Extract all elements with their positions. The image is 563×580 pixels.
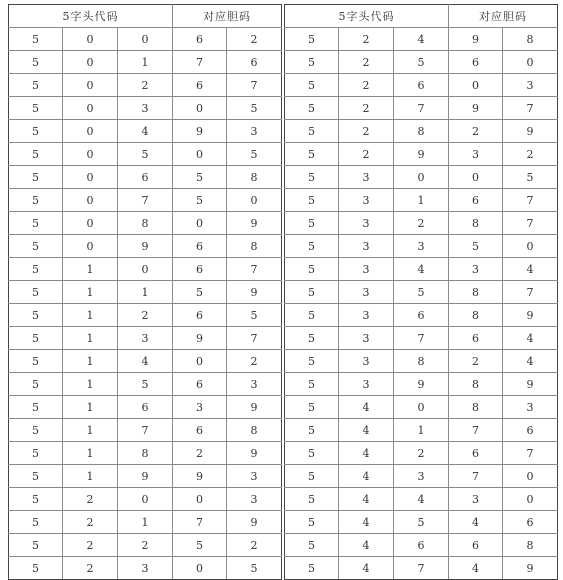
prefix-digit-cell: 0 xyxy=(63,189,118,212)
prefix-digit-cell: 5 xyxy=(9,557,63,580)
bravery-digit-cell: 0 xyxy=(503,51,558,74)
prefix-digit-cell: 1 xyxy=(63,465,118,488)
prefix-digit-cell: 4 xyxy=(394,488,449,511)
prefix-digit-cell: 2 xyxy=(339,74,394,97)
prefix-digit-cell: 5 xyxy=(9,235,63,258)
bravery-digit-cell: 7 xyxy=(503,189,558,212)
prefix-digit-cell: 5 xyxy=(285,166,339,189)
bravery-digit-cell: 6 xyxy=(449,442,503,465)
bravery-digit-cell: 8 xyxy=(449,373,503,396)
table-row xyxy=(9,557,282,580)
table-row xyxy=(9,28,282,51)
bravery-digit-cell: 6 xyxy=(173,235,227,258)
prefix-digit-cell: 4 xyxy=(339,442,394,465)
table-row xyxy=(9,534,282,557)
prefix-digit-cell: 1 xyxy=(118,281,173,304)
prefix-digit-cell: 1 xyxy=(118,51,173,74)
prefix-digit-cell: 3 xyxy=(394,235,449,258)
table-row xyxy=(9,419,282,442)
table-row xyxy=(9,442,282,465)
prefix-digit-cell: 5 xyxy=(394,281,449,304)
prefix-digit-cell: 4 xyxy=(339,534,394,557)
prefix-digit-cell: 5 xyxy=(9,281,63,304)
table-row xyxy=(285,419,558,442)
table-row xyxy=(9,350,282,373)
prefix-digit-cell: 0 xyxy=(63,212,118,235)
prefix-digit-cell: 0 xyxy=(394,396,449,419)
bravery-digit-cell: 2 xyxy=(173,442,227,465)
prefix-digit-cell: 9 xyxy=(118,235,173,258)
prefix-digit-cell: 7 xyxy=(394,97,449,120)
table-body-left xyxy=(9,28,282,580)
prefix-digit-cell: 0 xyxy=(63,143,118,166)
bravery-digit-cell: 4 xyxy=(503,350,558,373)
bravery-digit-cell: 7 xyxy=(503,281,558,304)
prefix-digit-cell: 5 xyxy=(9,166,63,189)
prefix-digit-cell: 0 xyxy=(118,258,173,281)
prefix-digit-cell: 5 xyxy=(9,97,63,120)
prefix-digit-cell: 3 xyxy=(394,465,449,488)
bravery-digit-cell: 2 xyxy=(503,143,558,166)
prefix-digit-cell: 5 xyxy=(285,350,339,373)
prefix-digit-cell: 2 xyxy=(118,304,173,327)
code-table-right xyxy=(284,4,558,580)
bravery-digit-cell: 3 xyxy=(449,488,503,511)
prefix-digit-cell: 3 xyxy=(339,258,394,281)
bravery-digit-cell: 6 xyxy=(449,189,503,212)
table-row xyxy=(9,511,282,534)
bravery-digit-cell: 5 xyxy=(227,97,282,120)
table-row xyxy=(9,465,282,488)
prefix-digit-cell: 2 xyxy=(394,442,449,465)
bravery-digit-cell: 5 xyxy=(227,557,282,580)
prefix-digit-cell: 1 xyxy=(118,511,173,534)
prefix-digit-cell: 5 xyxy=(9,212,63,235)
bravery-digit-cell: 6 xyxy=(173,258,227,281)
bravery-digit-cell: 8 xyxy=(503,28,558,51)
prefix-digit-cell: 1 xyxy=(63,373,118,396)
prefix-digit-cell: 5 xyxy=(9,327,63,350)
code-table-left xyxy=(8,4,282,580)
prefix-digit-cell: 5 xyxy=(285,373,339,396)
prefix-digit-cell: 2 xyxy=(394,212,449,235)
prefix-digit-cell: 7 xyxy=(118,419,173,442)
table-row xyxy=(9,189,282,212)
prefix-digit-cell: 7 xyxy=(118,189,173,212)
prefix-digit-cell: 5 xyxy=(285,557,339,580)
bravery-digit-cell: 3 xyxy=(227,465,282,488)
bravery-digit-cell: 9 xyxy=(227,281,282,304)
bravery-digit-cell: 5 xyxy=(173,166,227,189)
prefix-digit-cell: 1 xyxy=(63,350,118,373)
bravery-digit-cell: 6 xyxy=(173,28,227,51)
table-row xyxy=(9,74,282,97)
prefix-digit-cell: 3 xyxy=(339,166,394,189)
prefix-digit-cell: 8 xyxy=(394,350,449,373)
bravery-digit-cell: 9 xyxy=(227,511,282,534)
prefix-digit-cell: 4 xyxy=(339,488,394,511)
bravery-digit-cell: 9 xyxy=(503,120,558,143)
prefix-digit-cell: 3 xyxy=(118,327,173,350)
prefix-digit-cell: 2 xyxy=(339,143,394,166)
table-row xyxy=(9,396,282,419)
prefix-digit-cell: 5 xyxy=(285,281,339,304)
header-prefix-code: 5字头代码 xyxy=(9,5,173,28)
prefix-digit-cell: 0 xyxy=(118,488,173,511)
bravery-digit-cell: 7 xyxy=(449,419,503,442)
bravery-digit-cell: 7 xyxy=(227,327,282,350)
table-row xyxy=(9,143,282,166)
prefix-digit-cell: 5 xyxy=(9,74,63,97)
bravery-digit-cell: 6 xyxy=(227,51,282,74)
table-row xyxy=(285,189,558,212)
table-row xyxy=(285,442,558,465)
bravery-digit-cell: 3 xyxy=(227,120,282,143)
bravery-digit-cell: 6 xyxy=(503,419,558,442)
prefix-digit-cell: 5 xyxy=(285,74,339,97)
bravery-digit-cell: 0 xyxy=(227,189,282,212)
table-row xyxy=(9,258,282,281)
table-row xyxy=(285,235,558,258)
bravery-digit-cell: 0 xyxy=(173,212,227,235)
prefix-digit-cell: 2 xyxy=(339,51,394,74)
prefix-digit-cell: 5 xyxy=(285,534,339,557)
prefix-digit-cell: 5 xyxy=(9,511,63,534)
table-row xyxy=(285,97,558,120)
table-row xyxy=(285,166,558,189)
bravery-digit-cell: 7 xyxy=(503,212,558,235)
prefix-digit-cell: 7 xyxy=(394,557,449,580)
table-row xyxy=(9,166,282,189)
bravery-digit-cell: 6 xyxy=(449,327,503,350)
table-body-right xyxy=(285,28,558,580)
prefix-digit-cell: 5 xyxy=(285,419,339,442)
prefix-digit-cell: 5 xyxy=(9,51,63,74)
bravery-digit-cell: 7 xyxy=(503,442,558,465)
bravery-digit-cell: 3 xyxy=(173,396,227,419)
bravery-digit-cell: 5 xyxy=(173,189,227,212)
prefix-digit-cell: 7 xyxy=(394,327,449,350)
prefix-digit-cell: 1 xyxy=(63,327,118,350)
bravery-digit-cell: 3 xyxy=(503,74,558,97)
bravery-digit-cell: 8 xyxy=(227,419,282,442)
prefix-digit-cell: 5 xyxy=(285,97,339,120)
prefix-digit-cell: 6 xyxy=(118,166,173,189)
prefix-digit-cell: 1 xyxy=(63,281,118,304)
prefix-digit-cell: 2 xyxy=(339,120,394,143)
prefix-digit-cell: 4 xyxy=(339,511,394,534)
bravery-digit-cell: 7 xyxy=(173,51,227,74)
prefix-digit-cell: 3 xyxy=(339,189,394,212)
prefix-digit-cell: 1 xyxy=(63,304,118,327)
bravery-digit-cell: 6 xyxy=(173,419,227,442)
prefix-digit-cell: 5 xyxy=(9,189,63,212)
prefix-digit-cell: 4 xyxy=(339,557,394,580)
prefix-digit-cell: 0 xyxy=(118,28,173,51)
prefix-digit-cell: 5 xyxy=(9,534,63,557)
bravery-digit-cell: 6 xyxy=(173,373,227,396)
prefix-digit-cell: 5 xyxy=(285,28,339,51)
bravery-digit-cell: 4 xyxy=(503,258,558,281)
table-header-row xyxy=(9,5,282,28)
prefix-digit-cell: 1 xyxy=(394,419,449,442)
prefix-digit-cell: 5 xyxy=(285,511,339,534)
bravery-digit-cell: 2 xyxy=(449,120,503,143)
prefix-digit-cell: 0 xyxy=(63,235,118,258)
prefix-digit-cell: 4 xyxy=(339,419,394,442)
code-table-container xyxy=(8,4,558,575)
prefix-digit-cell: 3 xyxy=(118,557,173,580)
bravery-digit-cell: 0 xyxy=(173,557,227,580)
prefix-digit-cell: 0 xyxy=(63,97,118,120)
prefix-digit-cell: 0 xyxy=(63,166,118,189)
prefix-digit-cell: 4 xyxy=(118,350,173,373)
prefix-digit-cell: 9 xyxy=(394,143,449,166)
bravery-digit-cell: 2 xyxy=(227,350,282,373)
bravery-digit-cell: 2 xyxy=(227,534,282,557)
table-row xyxy=(285,350,558,373)
bravery-digit-cell: 2 xyxy=(449,350,503,373)
table-row xyxy=(285,304,558,327)
prefix-digit-cell: 9 xyxy=(118,465,173,488)
bravery-digit-cell: 9 xyxy=(503,373,558,396)
prefix-digit-cell: 3 xyxy=(339,304,394,327)
table-row xyxy=(285,534,558,557)
bravery-digit-cell: 8 xyxy=(449,212,503,235)
table-row xyxy=(285,465,558,488)
table-row xyxy=(285,143,558,166)
prefix-digit-cell: 5 xyxy=(285,143,339,166)
bravery-digit-cell: 3 xyxy=(227,373,282,396)
prefix-digit-cell: 5 xyxy=(9,396,63,419)
prefix-digit-cell: 5 xyxy=(285,51,339,74)
bravery-digit-cell: 3 xyxy=(227,488,282,511)
prefix-digit-cell: 3 xyxy=(339,235,394,258)
table-row xyxy=(285,557,558,580)
prefix-digit-cell: 1 xyxy=(63,442,118,465)
prefix-digit-cell: 5 xyxy=(9,120,63,143)
prefix-digit-cell: 3 xyxy=(339,350,394,373)
table-row xyxy=(9,373,282,396)
prefix-digit-cell: 5 xyxy=(9,488,63,511)
table-row xyxy=(9,51,282,74)
header-prefix-code: 5字头代码 xyxy=(285,5,449,28)
bravery-digit-cell: 9 xyxy=(173,120,227,143)
bravery-digit-cell: 0 xyxy=(449,74,503,97)
table-row xyxy=(285,511,558,534)
prefix-digit-cell: 4 xyxy=(118,120,173,143)
bravery-digit-cell: 9 xyxy=(227,442,282,465)
bravery-digit-cell: 0 xyxy=(173,488,227,511)
prefix-digit-cell: 1 xyxy=(394,189,449,212)
prefix-digit-cell: 5 xyxy=(9,304,63,327)
prefix-digit-cell: 5 xyxy=(285,442,339,465)
bravery-digit-cell: 7 xyxy=(173,511,227,534)
bravery-digit-cell: 8 xyxy=(449,396,503,419)
prefix-digit-cell: 5 xyxy=(9,373,63,396)
prefix-digit-cell: 5 xyxy=(9,442,63,465)
bravery-digit-cell: 6 xyxy=(449,534,503,557)
prefix-digit-cell: 8 xyxy=(118,442,173,465)
prefix-digit-cell: 5 xyxy=(285,235,339,258)
prefix-digit-cell: 4 xyxy=(339,465,394,488)
bravery-digit-cell: 7 xyxy=(503,97,558,120)
prefix-digit-cell: 6 xyxy=(394,74,449,97)
prefix-digit-cell: 2 xyxy=(118,74,173,97)
prefix-digit-cell: 2 xyxy=(339,28,394,51)
prefix-digit-cell: 5 xyxy=(285,396,339,419)
prefix-digit-cell: 5 xyxy=(118,373,173,396)
prefix-digit-cell: 1 xyxy=(63,258,118,281)
table-row xyxy=(285,28,558,51)
table-row xyxy=(285,373,558,396)
bravery-digit-cell: 5 xyxy=(449,235,503,258)
bravery-digit-cell: 0 xyxy=(503,465,558,488)
table-row xyxy=(285,74,558,97)
bravery-digit-cell: 9 xyxy=(227,396,282,419)
bravery-digit-cell: 8 xyxy=(449,304,503,327)
bravery-digit-cell: 6 xyxy=(503,511,558,534)
bravery-digit-cell: 7 xyxy=(227,74,282,97)
prefix-digit-cell: 4 xyxy=(394,258,449,281)
prefix-digit-cell: 5 xyxy=(285,327,339,350)
table-row xyxy=(285,212,558,235)
bravery-digit-cell: 5 xyxy=(173,281,227,304)
prefix-digit-cell: 5 xyxy=(285,488,339,511)
bravery-digit-cell: 5 xyxy=(227,304,282,327)
prefix-digit-cell: 5 xyxy=(285,258,339,281)
table-row xyxy=(9,120,282,143)
prefix-digit-cell: 4 xyxy=(394,28,449,51)
bravery-digit-cell: 3 xyxy=(449,258,503,281)
table-row xyxy=(9,281,282,304)
prefix-digit-cell: 5 xyxy=(394,511,449,534)
bravery-digit-cell: 5 xyxy=(227,143,282,166)
bravery-digit-cell: 9 xyxy=(449,97,503,120)
table-header-row xyxy=(285,5,558,28)
bravery-digit-cell: 8 xyxy=(449,281,503,304)
bravery-digit-cell: 4 xyxy=(503,327,558,350)
bravery-digit-cell: 8 xyxy=(227,166,282,189)
prefix-digit-cell: 5 xyxy=(285,120,339,143)
table-row xyxy=(9,488,282,511)
table-row xyxy=(285,327,558,350)
bravery-digit-cell: 4 xyxy=(449,557,503,580)
bravery-digit-cell: 9 xyxy=(173,465,227,488)
bravery-digit-cell: 3 xyxy=(503,396,558,419)
bravery-digit-cell: 7 xyxy=(449,465,503,488)
prefix-digit-cell: 8 xyxy=(394,120,449,143)
bravery-digit-cell: 9 xyxy=(173,327,227,350)
prefix-digit-cell: 5 xyxy=(9,465,63,488)
prefix-digit-cell: 2 xyxy=(63,534,118,557)
prefix-digit-cell: 3 xyxy=(118,97,173,120)
bravery-digit-cell: 2 xyxy=(227,28,282,51)
bravery-digit-cell: 3 xyxy=(449,143,503,166)
bravery-digit-cell: 8 xyxy=(503,534,558,557)
table-row xyxy=(9,327,282,350)
bravery-digit-cell: 6 xyxy=(449,51,503,74)
table-row xyxy=(285,396,558,419)
header-bravery-code: 对应胆码 xyxy=(173,5,282,28)
prefix-digit-cell: 5 xyxy=(9,28,63,51)
bravery-digit-cell: 0 xyxy=(173,350,227,373)
bravery-digit-cell: 0 xyxy=(449,166,503,189)
prefix-digit-cell: 2 xyxy=(339,97,394,120)
table-row xyxy=(9,304,282,327)
prefix-digit-cell: 3 xyxy=(339,281,394,304)
prefix-digit-cell: 0 xyxy=(394,166,449,189)
prefix-digit-cell: 0 xyxy=(63,51,118,74)
table-row xyxy=(285,488,558,511)
prefix-digit-cell: 5 xyxy=(285,465,339,488)
prefix-digit-cell: 6 xyxy=(118,396,173,419)
prefix-digit-cell: 0 xyxy=(63,28,118,51)
prefix-digit-cell: 5 xyxy=(9,258,63,281)
prefix-digit-cell: 5 xyxy=(285,212,339,235)
bravery-digit-cell: 5 xyxy=(503,166,558,189)
bravery-digit-cell: 4 xyxy=(449,511,503,534)
table-row xyxy=(9,235,282,258)
prefix-digit-cell: 2 xyxy=(63,511,118,534)
bravery-digit-cell: 9 xyxy=(227,212,282,235)
table-row xyxy=(285,51,558,74)
prefix-digit-cell: 0 xyxy=(63,74,118,97)
bravery-digit-cell: 9 xyxy=(503,304,558,327)
prefix-digit-cell: 5 xyxy=(9,143,63,166)
table-row xyxy=(285,281,558,304)
bravery-digit-cell: 6 xyxy=(173,304,227,327)
bravery-digit-cell: 0 xyxy=(173,143,227,166)
bravery-digit-cell: 9 xyxy=(503,557,558,580)
bravery-digit-cell: 5 xyxy=(173,534,227,557)
table-row xyxy=(285,258,558,281)
table-row xyxy=(9,212,282,235)
prefix-digit-cell: 5 xyxy=(118,143,173,166)
prefix-digit-cell: 3 xyxy=(339,212,394,235)
prefix-digit-cell: 0 xyxy=(63,120,118,143)
prefix-digit-cell: 3 xyxy=(339,327,394,350)
prefix-digit-cell: 5 xyxy=(285,189,339,212)
prefix-digit-cell: 6 xyxy=(394,534,449,557)
prefix-digit-cell: 5 xyxy=(394,51,449,74)
header-bravery-code: 对应胆码 xyxy=(449,5,558,28)
table-row xyxy=(9,97,282,120)
prefix-digit-cell: 8 xyxy=(118,212,173,235)
bravery-digit-cell: 0 xyxy=(173,97,227,120)
prefix-digit-cell: 5 xyxy=(9,350,63,373)
prefix-digit-cell: 2 xyxy=(118,534,173,557)
prefix-digit-cell: 5 xyxy=(9,419,63,442)
bravery-digit-cell: 9 xyxy=(449,28,503,51)
prefix-digit-cell: 9 xyxy=(394,373,449,396)
bravery-digit-cell: 7 xyxy=(227,258,282,281)
bravery-digit-cell: 6 xyxy=(173,74,227,97)
bravery-digit-cell: 8 xyxy=(227,235,282,258)
prefix-digit-cell: 2 xyxy=(63,488,118,511)
table-row xyxy=(285,120,558,143)
prefix-digit-cell: 4 xyxy=(339,396,394,419)
bravery-digit-cell: 0 xyxy=(503,488,558,511)
bravery-digit-cell: 0 xyxy=(503,235,558,258)
prefix-digit-cell: 6 xyxy=(394,304,449,327)
prefix-digit-cell: 5 xyxy=(285,304,339,327)
prefix-digit-cell: 1 xyxy=(63,419,118,442)
prefix-digit-cell: 1 xyxy=(63,396,118,419)
prefix-digit-cell: 3 xyxy=(339,373,394,396)
prefix-digit-cell: 2 xyxy=(63,557,118,580)
